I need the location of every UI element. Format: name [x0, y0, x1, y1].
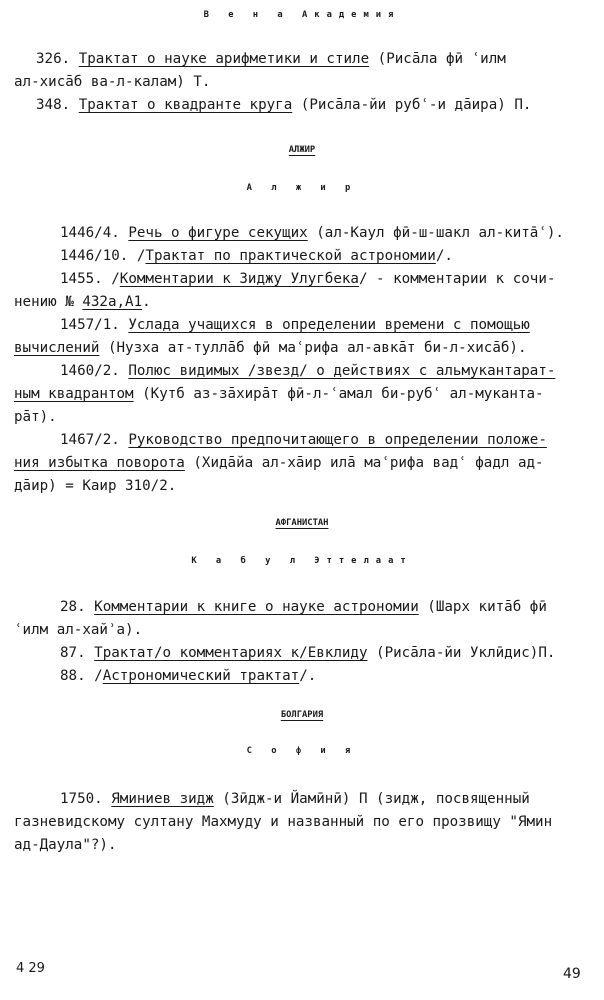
entry-title: Руководство предпочитающего в определении положе-	[128, 432, 547, 448]
entry-line: ным квадрантом (Кутб аз-зāхирāт фӣ-л-ʿамал би-рубʿ ал-муканта-	[14, 386, 544, 402]
entry-line: 1446/10. /Трактат по практической астрономии/.	[60, 248, 453, 264]
printer-signature: 4 29	[16, 961, 45, 976]
entry-line: газневидскому султану Махмуду и названный по его прозвищу "Ямин	[14, 814, 553, 830]
entry-reference: 432а,А1	[82, 294, 143, 310]
entry-line: вычислений (Нузха ат-туллāб фӣ маʿрифа ал-авкāт би-л-хисāб).	[14, 340, 527, 356]
entry-line: 1446/4. Речь о фигуре секущих (ал-Каул фӣ-ш-шакл ал-кита̄ʿ).	[60, 225, 564, 241]
entry-title: ным квадрантом	[14, 386, 134, 402]
entry-line: 1467/2. Руководство предпочитающего в определении положе-	[60, 432, 547, 448]
entry-title: Яминиев зидж	[111, 791, 214, 807]
section-city-heading: А л ж и р	[246, 183, 358, 193]
entry-title: ния избытка поворота	[14, 455, 185, 471]
entry-line: 28. Комментарии к книге о науке астрономии (Шарх китāб фӣ	[60, 599, 547, 615]
section-country-heading: БОЛГАРИЯ	[280, 710, 324, 720]
entry-title: Астрономический трактат	[102, 668, 300, 684]
entry-line: 1455. /Комментарии к Зиджу Улугбека/ - комментарии к сочи-	[60, 271, 556, 287]
entry-title: Трактат о квадранте круга	[78, 97, 293, 113]
entry-line: ния избытка поворота (Хидāйа ал-хāир илā маʿрифа вадʿ фадл ад-	[14, 455, 544, 471]
entry-line: дāир) = Каир 310/2.	[14, 478, 177, 494]
entry-title: Трактат по практической астрономии	[145, 248, 436, 264]
entry-line: 348. Трактат о квадранте круга (Рисāла-йи рубʿ-и дāира) П.	[36, 97, 532, 113]
entry-line: 326. Трактат о науке арифметики и стиле (Рисāла фӣ ʿилм	[36, 51, 506, 67]
entry-line: рāт).	[14, 409, 57, 425]
entry-title: Полюс видимых /звезд/ о действиях с альмукантарат-	[128, 363, 556, 379]
entry-line: 87. Трактат/о комментариях к/Евклиду (Рисāла-йи Уклӣдис)П.	[60, 645, 556, 661]
section-city-heading: С о ф и я	[246, 746, 358, 756]
entry-line: ал-хисāб ва-л-калам) Т.	[14, 74, 211, 90]
entry-title: Трактат о науке арифметики и стиле	[78, 51, 370, 67]
entry-title: Речь о фигуре секущих	[128, 225, 308, 241]
section-country-heading: АФГАНИСТАН	[275, 518, 329, 528]
entry-line: нению № 432а,А1.	[14, 294, 151, 310]
section-city-heading: К а б у л Эттелаат	[191, 556, 413, 566]
entry-title: Услада учащихся в определении времени с помощью	[128, 317, 530, 333]
entry-line: 88. /Астрономический трактат/.	[60, 668, 317, 684]
entry-line: 1457/1. Услада учащихся в определении времени с помощью	[60, 317, 530, 333]
entry-title: Комментарии к книге о науке астрономии	[94, 599, 419, 615]
page-number: 49	[563, 966, 581, 982]
section-country-heading: АЛЖИР	[288, 145, 316, 155]
entry-title: Комментарии к Зиджу Улугбека	[119, 271, 359, 287]
section-city-heading: В е н а Академия	[203, 10, 401, 20]
entry-title: вычислений	[14, 340, 100, 356]
entry-line: 1750. Яминиев зидж (Зӣдж-и Йамӣнӣ) П (зидж, посвященный	[60, 791, 530, 807]
entry-title: Трактат/о комментариях к/Евклиду	[94, 645, 368, 661]
entry-line: 1460/2. Полюс видимых /звезд/ о действиях с альмукантарат-	[60, 363, 556, 379]
entry-line: ʿилм ал-хайʾа).	[14, 622, 143, 638]
entry-line: ад-Даула"?).	[14, 837, 117, 853]
